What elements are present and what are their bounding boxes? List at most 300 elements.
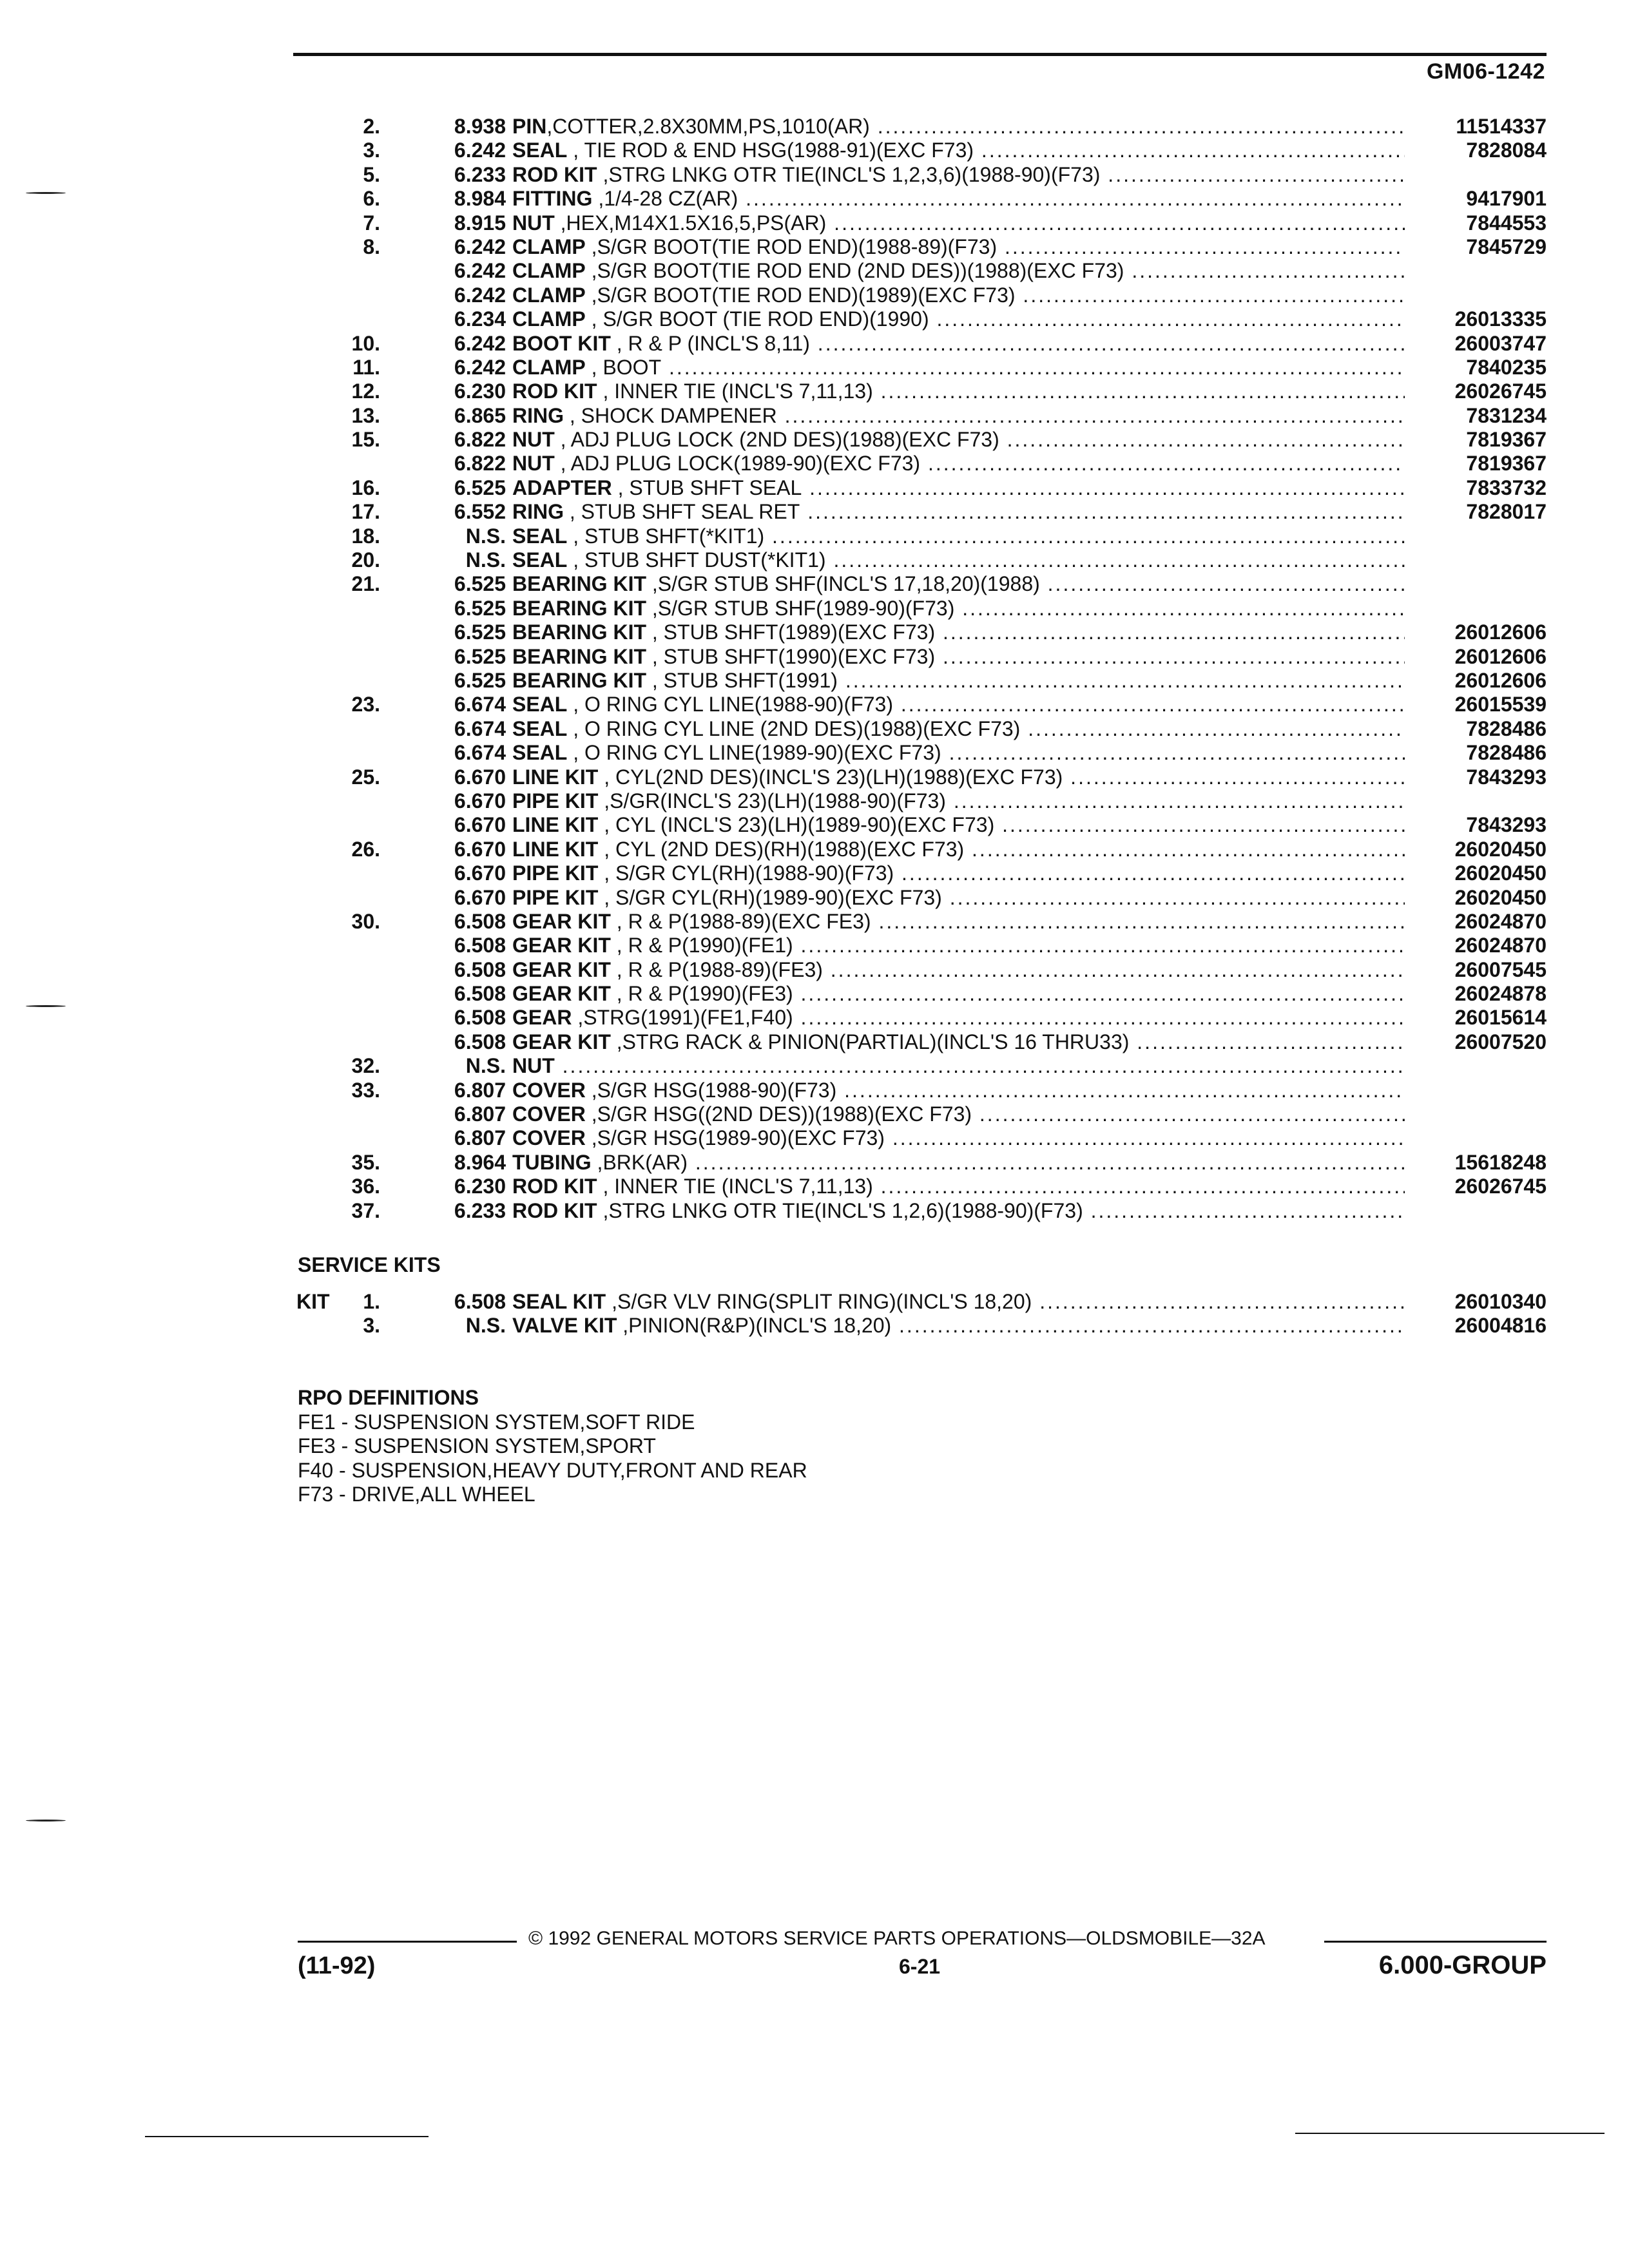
kit-label: KIT (296, 1290, 330, 1313)
part-spec: , O RING CYL LINE (2ND DES)(1988)(EXC F73) (567, 716, 1021, 740)
part-description (512, 332, 1405, 356)
part-description (512, 500, 1405, 524)
group-number: 6.525 (454, 572, 506, 596)
part-number: 7819367 (1466, 452, 1547, 476)
item-ref-number: 18. (351, 524, 380, 548)
part-number: 15618248 (1454, 1150, 1547, 1174)
parts-row (296, 139, 1547, 162)
part-number: 7831234 (1466, 403, 1547, 427)
part-number: 26020450 (1454, 861, 1547, 885)
part-name: GEAR KIT (512, 982, 611, 1006)
parts-row (296, 1314, 1547, 1338)
part-name: CLAMP (512, 355, 586, 379)
rpo-definition: FE1 - SUSPENSION SYSTEM,SOFT RIDE (298, 1410, 695, 1434)
part-description (512, 934, 1405, 957)
item-ref-number: 12. (351, 380, 380, 403)
service-kits-heading: SERVICE KITS (298, 1253, 441, 1276)
part-spec: ,S/GR STUB SHF(INCL'S 17,18,20)(1988) (646, 572, 1040, 596)
part-number: 7845729 (1466, 235, 1547, 258)
parts-row (296, 1126, 1547, 1150)
part-name: BEARING KIT (512, 572, 646, 596)
part-name: BEARING KIT (512, 620, 646, 644)
group-number: 6.242 (454, 283, 506, 307)
group-number: 8.915 (454, 211, 506, 235)
part-spec: , TIE ROD & END HSG(1988-91)(EXC F73) (567, 139, 974, 162)
part-spec: , STUB SHFT(*KIT1) (567, 524, 765, 548)
rpo-definition: FE3 - SUSPENSION SYSTEM,SPORT (298, 1434, 656, 1457)
part-spec: , STUB SHFT(1989)(EXC F73) (646, 620, 936, 644)
part-name: VALVE KIT (512, 1314, 617, 1338)
part-spec: , INNER TIE (INCL'S 7,11,13) (597, 1175, 873, 1198)
parts-row (296, 765, 1547, 789)
part-description (512, 789, 1405, 813)
part-number: 26004816 (1454, 1314, 1547, 1338)
part-description (512, 693, 1405, 716)
parts-row (296, 1079, 1547, 1102)
group-number: 6.242 (454, 139, 506, 162)
part-name: ROD KIT (512, 162, 597, 186)
part-description (512, 982, 1405, 1006)
part-spec: , O RING CYL LINE(1989-90)(EXC F73) (567, 741, 941, 765)
item-ref-number: 33. (351, 1078, 380, 1102)
part-spec: , CYL (INCL'S 23)(LH)(1989-90)(EXC F73) (598, 813, 995, 837)
part-description (512, 645, 1405, 669)
parts-row (296, 934, 1547, 957)
group-number: 6.670 (454, 861, 506, 885)
parts-row (296, 259, 1547, 283)
part-name: BEARING KIT (512, 644, 646, 668)
item-ref-number: 30. (351, 909, 380, 933)
parts-row (296, 1175, 1547, 1198)
group-number: 6.508 (454, 1006, 506, 1030)
part-description (512, 1102, 1405, 1126)
part-name: NUT (512, 211, 555, 235)
part-name: GEAR (512, 1006, 572, 1030)
part-name: COVER (512, 1126, 586, 1150)
part-name: FITTING (512, 187, 593, 211)
part-description (512, 1151, 1405, 1175)
part-spec: , O RING CYL LINE(1988-90)(F73) (567, 693, 893, 716)
group-number: 6.233 (454, 162, 506, 186)
part-description (512, 235, 1405, 259)
part-description (512, 1199, 1405, 1223)
parts-row (296, 1054, 1547, 1078)
part-spec: , STUB SHFT SEAL RET (564, 500, 800, 524)
part-number: 26003747 (1454, 331, 1547, 355)
part-number: 26024870 (1454, 909, 1547, 933)
parts-row (296, 452, 1547, 476)
group-number: 6.670 (454, 837, 506, 861)
parts-row (296, 307, 1547, 331)
part-name: BEARING KIT (512, 668, 646, 692)
part-spec: ,1/4-28 CZ(AR) (592, 187, 738, 211)
parts-row (296, 500, 1547, 524)
part-description (512, 284, 1405, 307)
part-description (512, 910, 1405, 934)
footer-rule-right (1324, 1941, 1547, 1943)
parts-row (296, 548, 1547, 572)
part-description (512, 597, 1405, 620)
parts-row (296, 597, 1547, 620)
part-spec: , S/GR CYL(RH)(1988-90)(F73) (598, 861, 894, 885)
parts-row (296, 428, 1547, 452)
bottom-rule (145, 2136, 429, 2137)
part-description (512, 356, 1405, 380)
part-description (512, 1006, 1405, 1030)
group-number: 6.242 (454, 259, 506, 283)
part-name: SEAL (512, 716, 568, 740)
rpo-definition: F73 - DRIVE,ALL WHEEL (298, 1483, 535, 1506)
part-description (512, 838, 1405, 861)
item-ref-number: 35. (351, 1150, 380, 1174)
group-number: 6.865 (454, 403, 506, 427)
parts-row (296, 404, 1547, 428)
group-number: 6.552 (454, 500, 506, 524)
footer-date: (11-92) (298, 1952, 376, 1979)
item-ref-number: 2. (363, 115, 380, 138)
part-name: COVER (512, 1078, 586, 1102)
part-number: 7844553 (1466, 211, 1547, 235)
group-number: 6.230 (454, 380, 506, 403)
part-name: RING (512, 403, 564, 427)
part-spec: , ADJ PLUG LOCK (2ND DES)(1988)(EXC F73) (554, 428, 999, 452)
part-number: 7840235 (1466, 355, 1547, 379)
part-number: 7828017 (1466, 500, 1547, 524)
group-number: 6.670 (454, 789, 506, 812)
part-name: NUT (512, 1054, 555, 1078)
group-number: 6.233 (454, 1198, 506, 1222)
group-number: 6.242 (454, 331, 506, 355)
part-description (512, 307, 1405, 331)
group-number: 8.938 (454, 115, 506, 138)
part-description (512, 958, 1405, 982)
item-ref-number: 26. (351, 837, 380, 861)
part-name: CLAMP (512, 283, 586, 307)
parts-row (296, 1102, 1547, 1126)
part-name: TUBING (512, 1150, 592, 1174)
group-number: N.S. (465, 1314, 506, 1338)
part-name: PIPE KIT (512, 885, 599, 909)
parts-row (296, 572, 1547, 596)
parts-row (296, 524, 1547, 548)
group-number: 6.525 (454, 476, 506, 499)
part-description (512, 813, 1405, 837)
margin-mark (26, 1005, 66, 1007)
part-spec: ,S/GR HSG((2ND DES))(1988)(EXC F73) (585, 1102, 972, 1126)
item-ref-number: 37. (351, 1198, 380, 1222)
part-description (512, 259, 1405, 283)
part-name: LINE KIT (512, 765, 599, 789)
group-number: 6.670 (454, 813, 506, 837)
part-spec: ,PINION(R&P)(INCL'S 18,20) (617, 1314, 892, 1338)
bottom-rule (1295, 2133, 1605, 2134)
part-name: RING (512, 500, 564, 524)
part-spec: ,S/GR STUB SHF(1989-90)(F73) (646, 596, 955, 620)
part-number: 26020450 (1454, 837, 1547, 861)
group-number: 6.670 (454, 885, 506, 909)
parts-row (296, 982, 1547, 1006)
part-spec: , STUB SHFT DUST(*KIT1) (567, 548, 826, 572)
part-description (512, 669, 1405, 693)
part-spec: ,S/GR HSG(1988-90)(F73) (585, 1078, 837, 1102)
rpo-heading: RPO DEFINITIONS (298, 1386, 479, 1409)
part-description (512, 1079, 1405, 1102)
parts-row (296, 1006, 1547, 1030)
part-spec: ,S/GR HSG(1989-90)(EXC F73) (585, 1126, 885, 1150)
part-name: PIPE KIT (512, 861, 599, 885)
part-name: BEARING KIT (512, 596, 646, 620)
item-ref-number: 8. (363, 235, 380, 258)
part-name: LINE KIT (512, 837, 599, 861)
parts-row (296, 789, 1547, 813)
part-number: 26015539 (1454, 693, 1547, 716)
parts-row (296, 284, 1547, 307)
item-ref-number: 23. (351, 693, 380, 716)
item-ref-number: 32. (351, 1054, 380, 1078)
part-description (512, 476, 1405, 500)
parts-row (296, 669, 1547, 693)
part-spec: , STUB SHFT(1990)(EXC F73) (646, 644, 936, 668)
parts-row (296, 717, 1547, 741)
part-spec: , R & P(1988-89)(FE3) (610, 957, 823, 981)
part-description (512, 1054, 1405, 1078)
group-number: 6.807 (454, 1102, 506, 1126)
part-name: NUT (512, 428, 555, 452)
parts-row (296, 693, 1547, 716)
part-description (512, 861, 1405, 885)
parts-row (296, 645, 1547, 669)
parts-row (296, 476, 1547, 500)
part-description (512, 765, 1405, 789)
part-description (512, 139, 1405, 162)
part-number: 9417901 (1466, 187, 1547, 211)
item-ref-number: 11. (352, 355, 380, 379)
part-name: COVER (512, 1102, 586, 1126)
parts-row (296, 886, 1547, 910)
group-number: 6.674 (454, 716, 506, 740)
footer-copyright: © 1992 GENERAL MOTORS SERVICE PARTS OPERATIONS—OLDSMOBILE—32A (528, 1928, 1266, 1949)
item-ref-number: 21. (351, 572, 380, 596)
item-ref-number: 17. (351, 500, 380, 524)
item-ref-number: 7. (363, 211, 380, 235)
part-name: SEAL KIT (512, 1290, 606, 1313)
parts-row (296, 1030, 1547, 1054)
group-number: 6.525 (454, 596, 506, 620)
part-spec: ,BRK(AR) (591, 1150, 688, 1174)
part-description (512, 404, 1405, 428)
part-number: 7828084 (1466, 139, 1547, 162)
margin-mark (26, 192, 66, 194)
part-spec: , INNER TIE (INCL'S 7,11,13) (597, 380, 873, 403)
parts-row (296, 1151, 1547, 1175)
part-description (512, 741, 1405, 765)
part-spec: ,STRG LNKG OTR TIE(INCL'S 1,2,6)(1988-90)(F73) (597, 1198, 1083, 1222)
footer-page-number: 6-21 (899, 1955, 941, 1978)
part-name: GEAR KIT (512, 1030, 611, 1053)
part-number: 7843293 (1466, 813, 1547, 837)
part-number: 26013335 (1454, 307, 1547, 331)
parts-row (296, 211, 1547, 235)
part-spec: ,COTTER,2.8X30MM,PS,1010(AR) (546, 115, 870, 138)
rpo-definition: F40 - SUSPENSION,HEAVY DUTY,FRONT AND REAR (298, 1458, 807, 1482)
parts-row (296, 741, 1547, 765)
part-description (512, 187, 1405, 211)
service-kits-list (296, 1290, 1547, 1338)
group-number: 6.508 (454, 1030, 506, 1053)
group-number: 8.984 (454, 187, 506, 211)
part-spec: , CYL (2ND DES)(RH)(1988)(EXC F73) (598, 837, 965, 861)
part-spec: , R & P(1990)(FE3) (610, 982, 793, 1006)
parts-row (296, 332, 1547, 356)
item-ref-number: 6. (363, 187, 380, 211)
part-description (512, 524, 1405, 548)
group-number: 6.508 (454, 934, 506, 957)
group-number: N.S. (465, 548, 506, 572)
part-description (512, 211, 1405, 235)
part-name: SEAL (512, 548, 568, 572)
part-name: BOOT KIT (512, 331, 611, 355)
part-description (512, 428, 1405, 452)
group-number: 6.525 (454, 644, 506, 668)
group-number: 6.807 (454, 1126, 506, 1150)
group-number: 6.674 (454, 693, 506, 716)
part-spec: , S/GR BOOT (TIE ROD END)(1990) (585, 307, 929, 331)
part-name: CLAMP (512, 307, 586, 331)
part-description (512, 1290, 1405, 1314)
part-name: CLAMP (512, 259, 586, 283)
header-rule (293, 53, 1547, 56)
part-spec: , R & P(1988-89)(EXC FE3) (610, 909, 871, 933)
group-number: 6.670 (454, 765, 506, 789)
group-number: 6.674 (454, 741, 506, 765)
item-ref-number: 10. (351, 331, 380, 355)
parts-row (296, 235, 1547, 259)
item-ref-number: 1. (363, 1290, 380, 1313)
group-number: 8.964 (454, 1150, 506, 1174)
part-spec: ,STRG RACK & PINION(PARTIAL)(INCL'S 16 THRU33) (610, 1030, 1130, 1053)
part-name: GEAR KIT (512, 957, 611, 981)
part-number: 26026745 (1454, 380, 1547, 403)
part-name: PIN (512, 115, 547, 138)
item-ref-number: 20. (351, 548, 380, 572)
part-number: 26007520 (1454, 1030, 1547, 1053)
part-spec: , ADJ PLUG LOCK(1989-90)(EXC F73) (554, 452, 921, 476)
group-number: 6.822 (454, 428, 506, 452)
item-ref-number: 15. (351, 428, 380, 452)
part-number: 7828486 (1466, 741, 1547, 765)
margin-mark (26, 1820, 66, 1821)
part-number: 26020450 (1454, 885, 1547, 909)
item-ref-number: 3. (363, 139, 380, 162)
part-description (512, 620, 1405, 644)
group-number: N.S. (465, 524, 506, 548)
group-number: 6.508 (454, 957, 506, 981)
part-name: PIPE KIT (512, 789, 599, 812)
part-number: 26026745 (1454, 1175, 1547, 1198)
part-name: ROD KIT (512, 380, 597, 403)
parts-row (296, 861, 1547, 885)
part-name: SEAL (512, 139, 568, 162)
part-number: 26024870 (1454, 934, 1547, 957)
part-spec: , R & P(1990)(FE1) (610, 934, 793, 957)
parts-row (296, 813, 1547, 837)
part-name: SEAL (512, 693, 568, 716)
part-number: 26012606 (1454, 620, 1547, 644)
item-ref-number: 3. (363, 1314, 380, 1338)
part-name: LINE KIT (512, 813, 599, 837)
part-name: GEAR KIT (512, 909, 611, 933)
group-number: 6.508 (454, 982, 506, 1006)
parts-row (296, 958, 1547, 982)
part-description (512, 1030, 1405, 1054)
item-ref-number: 13. (351, 403, 380, 427)
part-number: 26015614 (1454, 1006, 1547, 1030)
part-spec: ,S/GR BOOT(TIE ROD END (2ND DES))(1988)(EXC F73) (585, 259, 1124, 283)
part-spec: ,S/GR BOOT(TIE ROD END)(1989)(EXC F73) (585, 283, 1016, 307)
part-name: GEAR KIT (512, 934, 611, 957)
parts-list (296, 115, 1547, 1223)
part-name: SEAL (512, 741, 568, 765)
part-spec: , R & P (INCL'S 8,11) (610, 331, 810, 355)
part-name: ROD KIT (512, 1175, 597, 1198)
part-spec: , BOOT (585, 355, 662, 379)
part-name: NUT (512, 452, 555, 476)
group-number: 6.508 (454, 1290, 506, 1313)
item-ref-number: 36. (351, 1175, 380, 1198)
group-number: 6.525 (454, 620, 506, 644)
parts-row (296, 1290, 1547, 1314)
part-spec: , SHOCK DAMPENER (564, 403, 777, 427)
part-description (512, 1126, 1405, 1150)
part-name: CLAMP (512, 235, 586, 258)
group-number: 6.525 (454, 668, 506, 692)
group-number: 6.242 (454, 235, 506, 258)
rpo-definitions (298, 1386, 807, 1507)
part-spec: ,STRG LNKG OTR TIE(INCL'S 1,2,3,6)(1988-90)(F73) (597, 162, 1101, 186)
part-spec: ,S/GR(INCL'S 23)(LH)(1988-90)(F73) (598, 789, 946, 812)
part-number: 7843293 (1466, 765, 1547, 789)
item-ref-number: 25. (351, 765, 380, 789)
part-description (512, 1175, 1405, 1198)
parts-row (296, 380, 1547, 403)
group-number: 6.508 (454, 909, 506, 933)
part-description (512, 572, 1405, 596)
part-spec: ,S/GR VLV RING(SPLIT RING)(INCL'S 18,20) (606, 1290, 1032, 1313)
part-spec: , STUB SHFT(1991) (646, 668, 838, 692)
part-number: 26012606 (1454, 644, 1547, 668)
part-number: 11514337 (1456, 115, 1547, 138)
group-number: N.S. (465, 1054, 506, 1078)
part-number: 26024878 (1454, 982, 1547, 1006)
part-description (512, 886, 1405, 910)
part-spec: ,S/GR BOOT(TIE ROD END)(1988-89)(F73) (585, 235, 998, 258)
part-description (512, 163, 1405, 187)
group-number: 6.242 (454, 355, 506, 379)
parts-row (296, 838, 1547, 861)
part-description (512, 548, 1405, 572)
part-spec: ,HEX,M14X1.5X16,5,PS(AR) (554, 211, 827, 235)
parts-row (296, 910, 1547, 934)
page-id: GM06-1242 (1426, 59, 1545, 84)
group-number: 6.230 (454, 1175, 506, 1198)
part-name: ADAPTER (512, 476, 612, 499)
part-description (512, 717, 1405, 741)
part-number: 26010340 (1454, 1290, 1547, 1313)
part-spec: ,STRG(1991)(FE1,F40) (572, 1006, 793, 1030)
part-number: 7828486 (1466, 716, 1547, 740)
parts-row (296, 620, 1547, 644)
parts-row (296, 115, 1547, 139)
